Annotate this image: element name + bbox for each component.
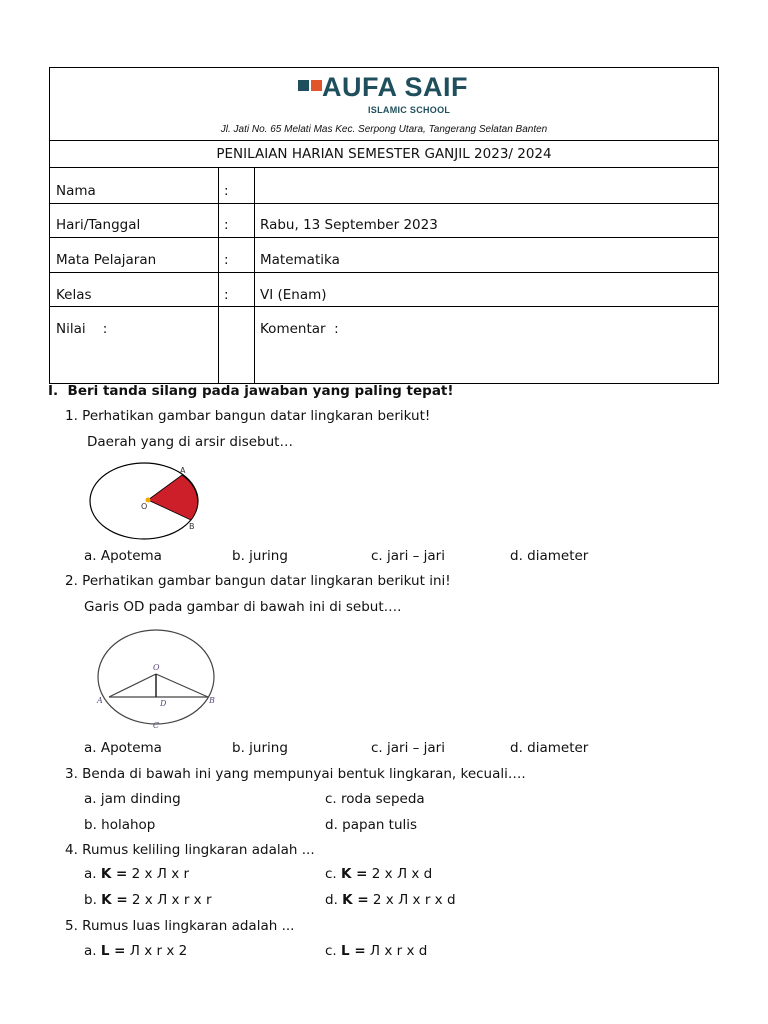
label-mata-pelajaran: Mata Pelajaran	[56, 252, 157, 268]
formula-lhs: K =	[100, 866, 128, 882]
formula-lhs: K =	[101, 892, 128, 908]
option-prefix: a.	[84, 866, 101, 882]
question-1-subtext: Daerah yang di arsir disebut…	[87, 434, 293, 450]
q4-option-d[interactable]	[325, 892, 456, 908]
q5-option-c[interactable]	[325, 943, 427, 959]
formula-lhs: K =	[341, 866, 368, 882]
circle-sector-figure	[88, 458, 213, 543]
value-kelas: VI (Enam)	[260, 287, 327, 303]
value-hari-tanggal: Rabu, 13 September 2023	[260, 217, 438, 233]
exam-title: PENILAIAN HARIAN SEMESTER GANJIL 2023/ 2024	[216, 146, 552, 162]
formula-rhs: Л x r x d	[365, 943, 428, 959]
option-prefix: c.	[325, 866, 342, 882]
question-2-subtext: Garis OD pada gambar di bawah ini di sebut….	[84, 599, 402, 615]
formula-lhs: L =	[100, 943, 126, 959]
circle-apothem-figure	[92, 626, 222, 730]
divider	[254, 167, 255, 384]
formula-rhs: 2 x Л x r	[127, 866, 190, 882]
divider	[218, 167, 219, 384]
q2-option-a[interactable]: a. Apotema	[84, 740, 162, 756]
label-b: B	[189, 522, 195, 531]
label-kelas: Kelas	[56, 287, 92, 303]
q1-option-a[interactable]: a. Apotema	[84, 548, 162, 564]
formula-rhs: 2 x Л x r x r	[127, 892, 212, 908]
section-heading: I. Beri tanda silang pada jawaban yang paling tepat!	[48, 383, 454, 399]
label-b: B	[209, 696, 215, 705]
q2-option-c[interactable]: c. jari – jari	[371, 740, 445, 756]
divider	[49, 237, 719, 238]
label-d: D	[160, 699, 167, 708]
q1-option-d[interactable]: d. diameter	[510, 548, 589, 564]
formula-lhs: L =	[341, 943, 366, 959]
separator: :	[224, 217, 229, 233]
option-prefix: a.	[84, 943, 101, 959]
divider	[49, 272, 719, 273]
label-a: A	[180, 466, 186, 475]
q4-option-c[interactable]	[325, 866, 432, 882]
divider	[49, 140, 719, 141]
q3-option-a[interactable]: a. jam dinding	[84, 791, 181, 807]
question-1-text: 1. Perhatikan gambar bangun datar lingkaran berikut!	[65, 408, 431, 424]
label-c: C	[153, 721, 160, 730]
divider	[49, 167, 719, 168]
q3-option-b[interactable]: b. holahop	[84, 817, 156, 833]
label-hari-tanggal: Hari/Tanggal	[56, 217, 141, 233]
label-a: A	[97, 696, 103, 705]
option-prefix: d.	[325, 892, 343, 908]
q1-option-b[interactable]: b. juring	[232, 548, 288, 564]
school-address: Jl. Jati No. 65 Melati Mas Kec. Serpong Utara, Tangerang Selatan Banten	[220, 124, 548, 135]
q1-option-c[interactable]: c. jari – jari	[371, 548, 445, 564]
label-komentar: Komentar :	[260, 321, 339, 337]
question-4-text: 4. Rumus keliling lingkaran adalah ...	[65, 842, 315, 858]
label-o: O	[141, 502, 148, 511]
value-mata-pelajaran: Matematika	[260, 252, 340, 268]
separator: :	[224, 252, 229, 268]
q4-option-b[interactable]	[84, 892, 212, 908]
option-prefix: c.	[325, 943, 342, 959]
q3-option-c[interactable]: c. roda sepeda	[325, 791, 425, 807]
formula-rhs: 2 x Л x r x d	[368, 892, 456, 908]
school-logo-text: AUFA SAIF	[322, 72, 468, 102]
q3-option-d[interactable]: d. papan tulis	[325, 817, 418, 833]
separator: :	[224, 287, 229, 303]
divider	[49, 306, 719, 307]
question-5-text: 5. Rumus luas lingkaran adalah ...	[65, 918, 295, 934]
separator: :	[224, 183, 229, 199]
option-prefix: b.	[84, 892, 102, 908]
question-2-text: 2. Perhatikan gambar bangun datar lingkaran berikut ini!	[65, 573, 451, 589]
label-nilai: Nilai :	[56, 321, 108, 337]
q5-option-a[interactable]	[84, 943, 187, 959]
formula-rhs: Л x r x 2	[125, 943, 188, 959]
question-3-text: 3. Benda di bawah ini yang mempunyai bentuk lingkaran, kecuali….	[65, 766, 526, 782]
formula-lhs: K =	[342, 892, 369, 908]
q2-option-d[interactable]: d. diameter	[510, 740, 589, 756]
divider	[49, 203, 719, 204]
school-logo-subtitle: ISLAMIC SCHOOL	[368, 105, 451, 115]
label-o: O	[153, 663, 160, 672]
q2-option-b[interactable]: b. juring	[232, 740, 288, 756]
formula-rhs: 2 x Л x d	[367, 866, 433, 882]
q4-option-a[interactable]	[84, 866, 189, 882]
label-nama: Nama	[56, 183, 96, 199]
